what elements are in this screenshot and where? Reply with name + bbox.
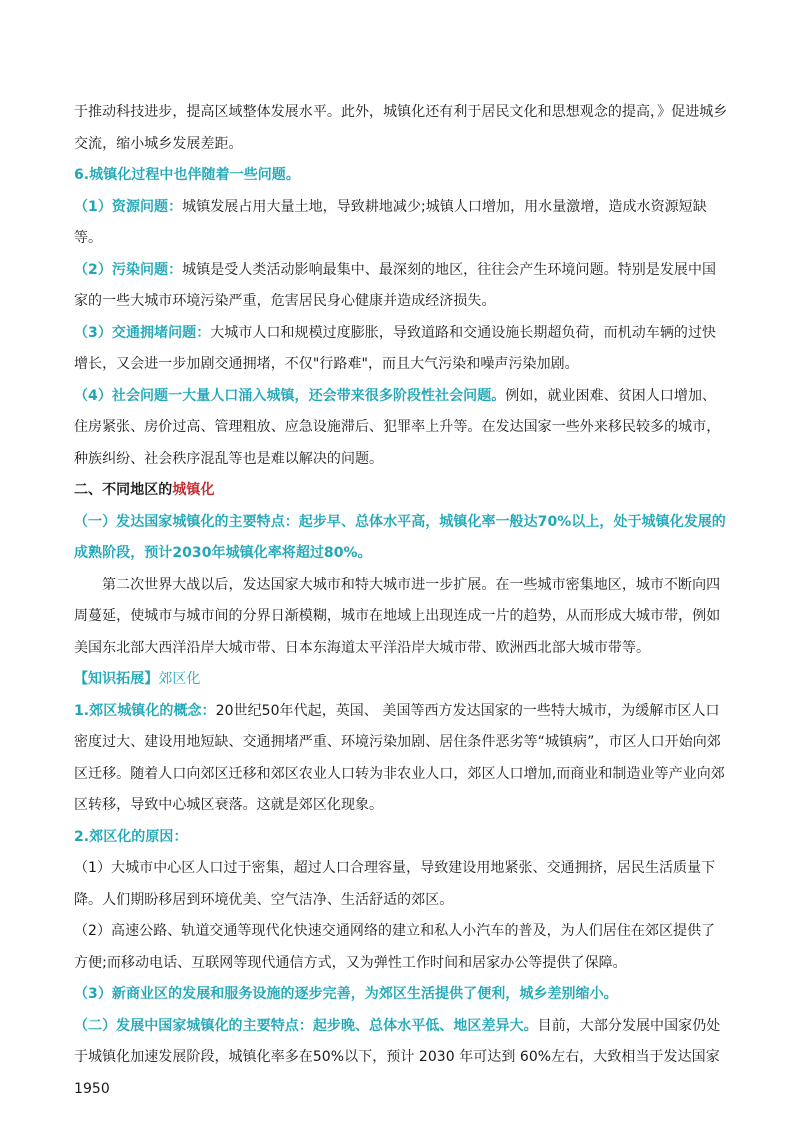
label-developing-countries: （二）发展中国家城镇化的主要特点：起步晚、总体水平低、地区差异大。 <box>74 1017 538 1034</box>
text-traffic-problem: 大城市人口和规模过度膨胀，导致道路和交通设施长期超负荷，而机动车辆的过快增长，又会进一步加剧交通拥堵，不仅"行路难"，而且大气污染和噪声污染加剧。 <box>74 324 717 372</box>
heading-urbanization-problems: 6.城镇化过程中也伴随着一些问题。 <box>74 167 300 183</box>
heading-developed-countries: （一）发达国家城镇化的主要特点：起步早、总体水平高，城镇化率一般达70%以上，处于城镇化发展的成熟阶段，预计2030年城镇化率将超过80%。 <box>74 513 726 561</box>
text-developing-countries: 目前，大部分发展中国家仍处于城镇化加速发展阶段，城镇化率多在50%以下，预计 2030 年可达到 60%左右，大致相当于发达国家 1950 <box>74 1017 721 1097</box>
paragraph-traffic-problem <box>74 318 728 381</box>
paragraph-suburbanization-concept <box>74 696 728 822</box>
heading-suburbanization-reasons: 2.郊区化的原因： <box>74 828 188 845</box>
knowledge-extension-label: 【知识拓展】 <box>74 671 159 687</box>
paragraph-resource-problem <box>74 192 728 255</box>
text-pollution-problem: 城镇是受人类活动影响最集中、最深刻的地区，往往会产生环境问题。特别是发展中国家的一些大城市环境污染严重，危害居民身心健康并造成经济损失。 <box>74 261 717 309</box>
paragraph-pollution-problem <box>74 255 728 318</box>
text-resource-problem: 城镇发展占用大量土地，导致耕地减少;城镇人口增加，用水量激增，造成水资源短缺等。 <box>74 198 707 246</box>
label-social-problem: （4）社会问题一大量人口涌入城镇，还会带来很多阶段性社会问题。 <box>74 387 506 404</box>
paragraph-developing-countries <box>74 1011 728 1106</box>
paragraph-reason-1: （1）大城市中心区人口过于密集，超过人口合理容量，导致建设用地紧张、交通拥挤，居民生活质量下降。人们期盼移居到环境优美、空气洁净、生活舒适的郊区。 <box>74 860 716 908</box>
paragraph-reason-2: （2）高速公路、轨道交通等现代化快速交通网络的建立和私人小汽车的普及，为人们居住在郊区提供了方便;而移动电话、互联网等现代通信方式，又为弹性工作时间和居家办公等提供了保障。 <box>74 923 716 971</box>
text-suburbanization-concept: 20世纪50年代起，英国、 美国等西方发达国家的一些特大城市，为缓解市区人口密度过大、建设用地短缺、交通拥堵严重、环境污染加剧、居住条件恶劣等“城镇病”，市区人口开始向郊区迁移。随着人口向郊区迁移和郊区农业人口转为非农业人口，郊区人口增加,而商业和制造业等产业向郊区转移，导致中心城区衰落。这就是郊区化现象。 <box>74 702 725 813</box>
section-heading-highlight: 城镇化 <box>172 482 215 498</box>
label-pollution-problem: （2）污染问题： <box>74 261 183 278</box>
knowledge-extension-title: 郊区化 <box>158 671 201 687</box>
knowledge-extension-heading <box>74 664 728 696</box>
label-resource-problem: （1）资源问题： <box>74 198 183 215</box>
section-heading-regions <box>74 475 728 507</box>
paragraph-reason-3: （3）新商业区的发展和服务设施的逐步完善，为郊区生活提供了便利，城乡差别缩小。 <box>74 986 618 1002</box>
paragraph-social-problem <box>74 381 728 476</box>
label-traffic-problem: （3）交通拥堵问题： <box>74 324 211 341</box>
paragraph-urbanization-benefits: 于推动科技进步，提高区域整体发展水平。此外，城镇化还有利于居民文化和思想观念的提高，》促进城乡交流，缩小城乡发展差距。 <box>74 104 728 152</box>
section-heading-prefix: 二、不同地区的 <box>74 482 173 498</box>
label-suburbanization-concept: 1.郊区城镇化的概念： <box>74 702 216 719</box>
text-social-problem: 例如，就业困难、贫困人口增加、住房紧张、房价过高、管理粗放、应急设施滞后、犯罪率上升等。在发达国家一些外来移民较多的城市，种族纠纷、社会秩序混乱等也是难以解决的问题。 <box>74 387 721 467</box>
paragraph-developed-countries: 第二次世界大战以后，发达国家大城市和特大城市进一步扩展。在一些城市密集地区，城市不断向四周蔓延，使城市与城市间的分界日渐模糊，城市在地域上出现连成一片的趋势，从而形成大城市带，例如美国东北部大西洋沿岸大城市带、日本东海道太平洋沿岸大城市带、欧洲西北部大城市带等。 <box>74 576 721 656</box>
